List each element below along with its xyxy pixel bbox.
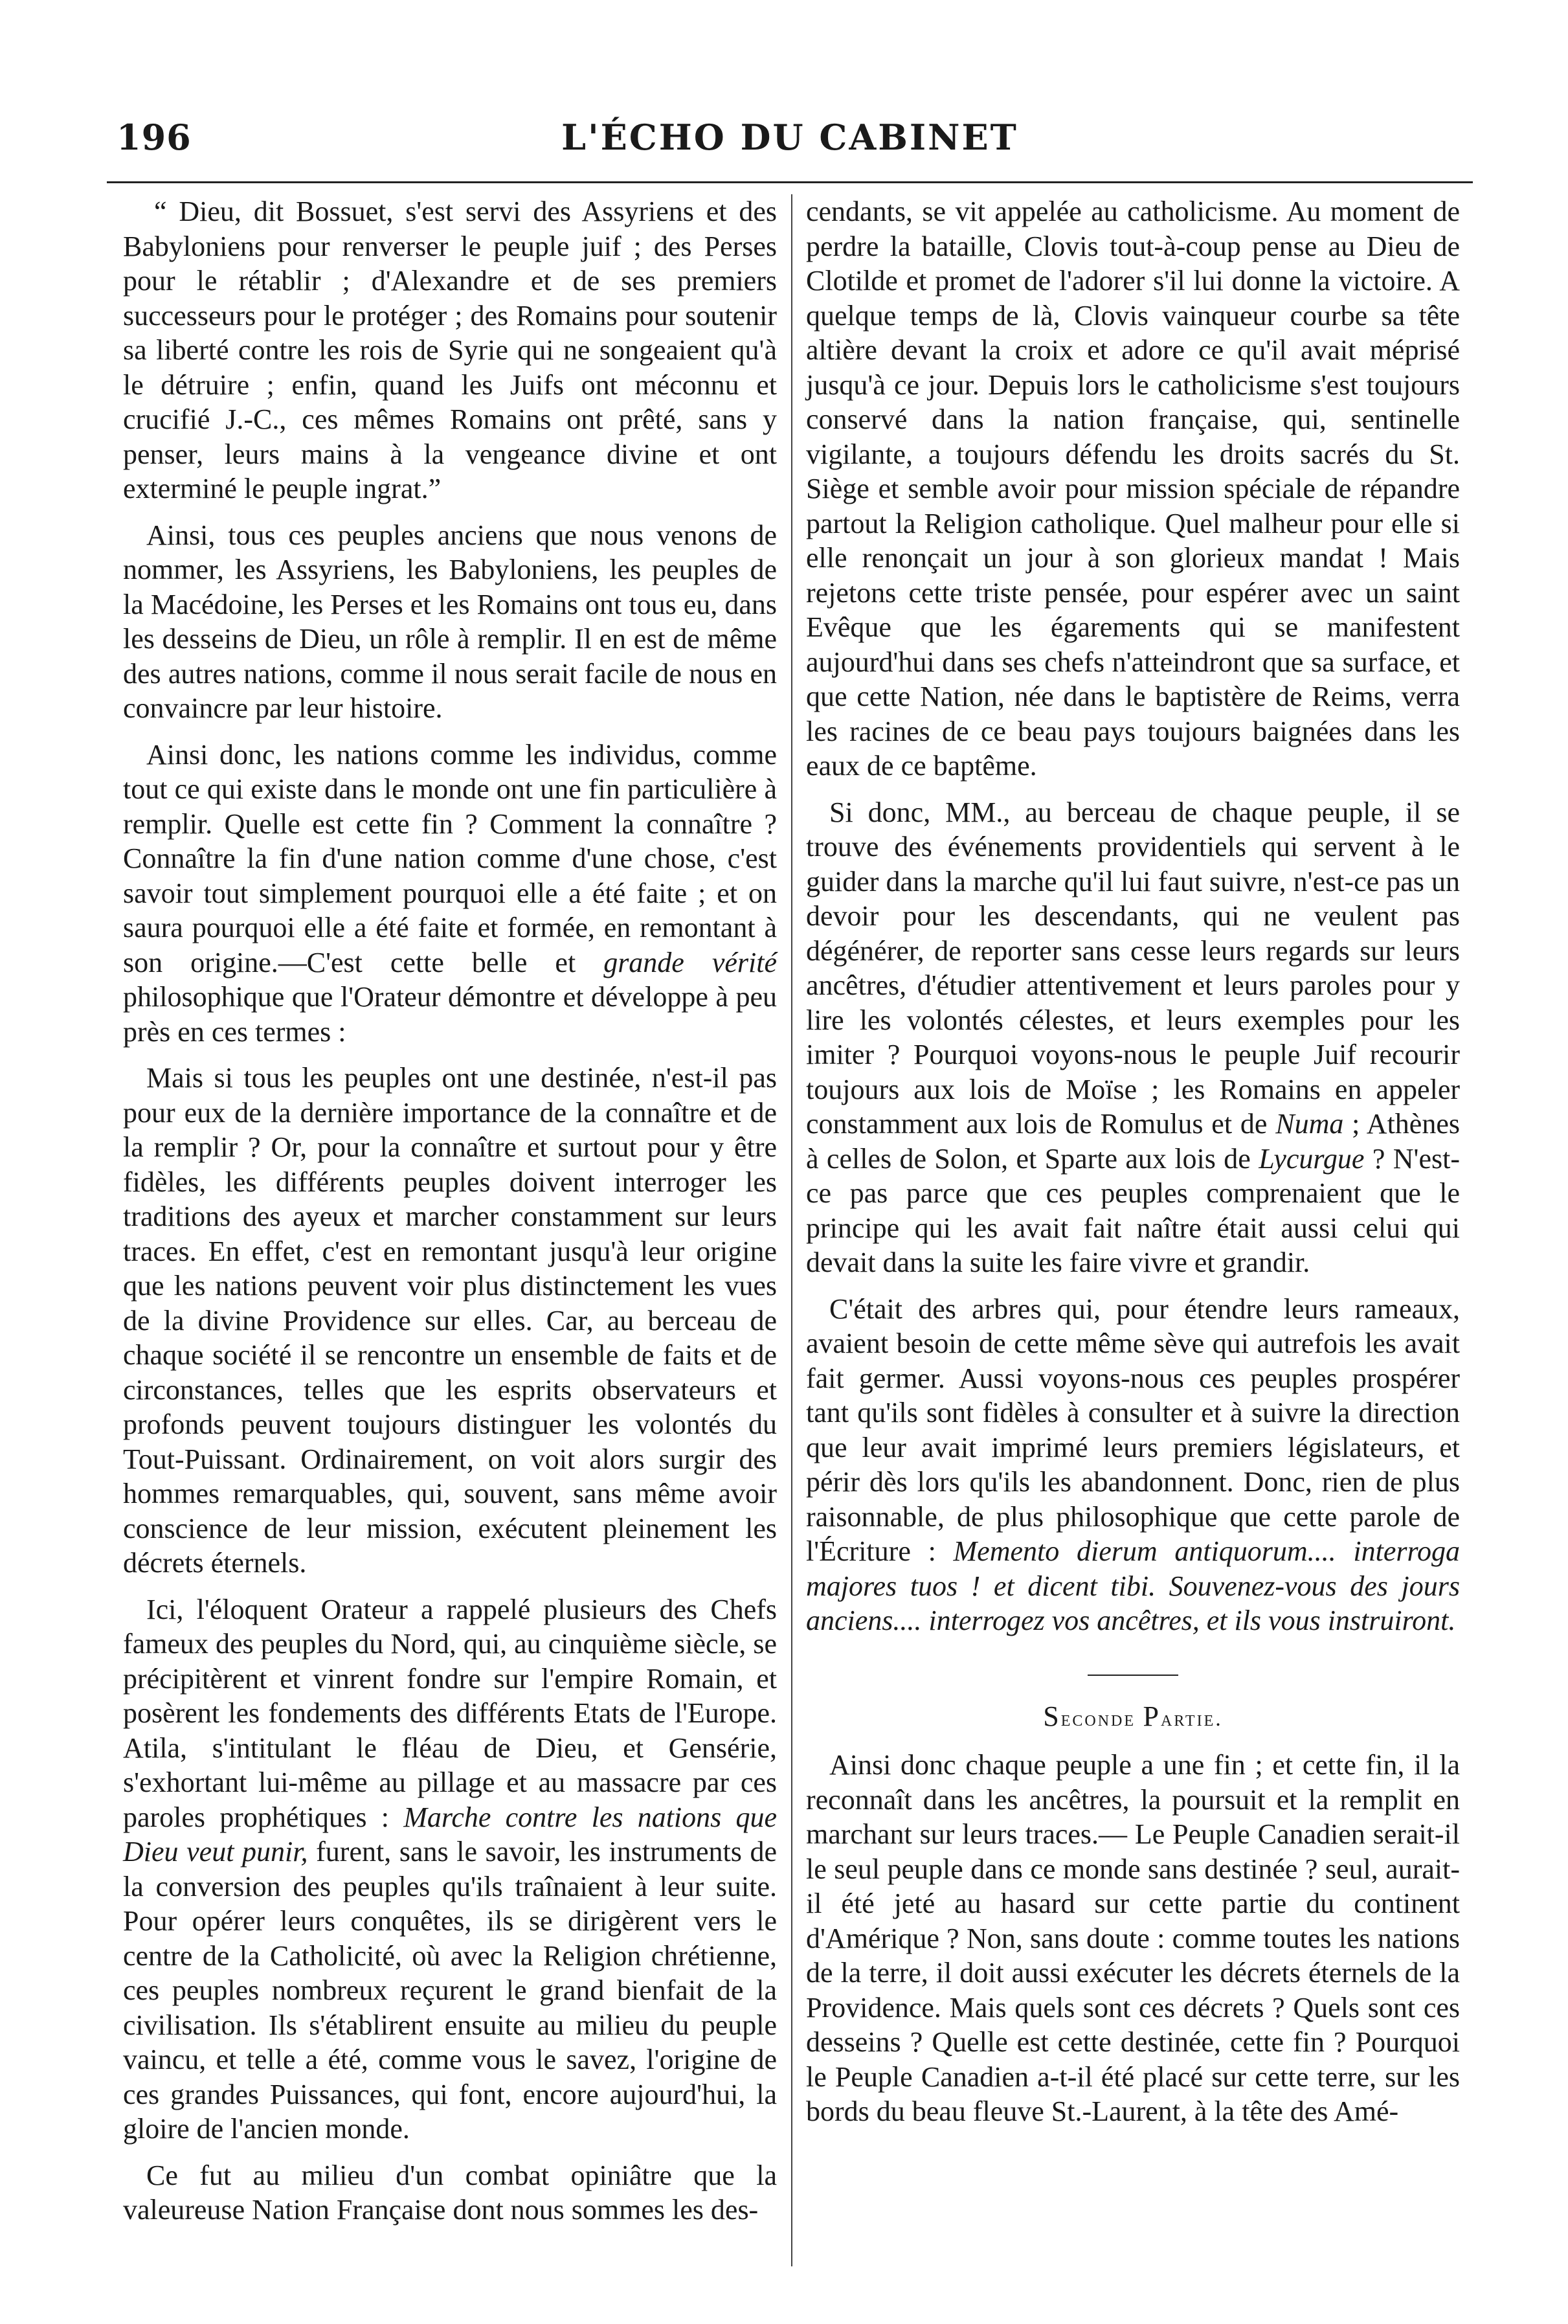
nations-end-paragraph <box>123 738 777 1050</box>
french-nation-paragraph: Ce fut au milieu d'un combat opiniâtre que la valeureuse Nation Française dont nous sommes les des- <box>123 2159 777 2226</box>
section-title <box>806 1699 1460 1737</box>
text-run: furent, sans le savoir, les instruments de la conversion des peuples qu'ils traînaient à leur suite. Pour opérer leurs conquêtes, ils se dirigèrent vers le centre de la Catholicité, où avec la Religion chrétienne, ces peuples nombreux reçurent le grand bienfait de la civilisation. Ils s'établirent ensuite au milieu du peuple vaincu, et telle a été, comme vous le savez, l'origine de ces grandes Puissances, qui font, encore aujourd'hui, la gloire de l'ancien monde. <box>123 1836 777 2145</box>
italic-run: Numa <box>1275 1108 1344 1140</box>
text-run: Ici, l'éloquent Orateur a rappelé plusieurs des Chefs fameux des peuples du Nord, qui, au cinquième siècle, se précipitèrent et vinrent fondre sur l'empire Romain, et posèrent les fondements des différents Etats de l'Europe. Atila, s'intitulant le fléau de Dieu, et Gensérie, s'exhortant lui-même au pillage et au massacre par ces paroles prophétiques : <box>123 1593 777 1833</box>
section-title-rest: econde <box>1060 1706 1143 1731</box>
text-run: ; Athènes à celles de Solon, et Sparte aux lois de <box>806 1108 1460 1175</box>
italic-run: Lycurgue <box>1259 1142 1365 1175</box>
text-run: C'était des arbres qui, pour étendre leurs rameaux, avaient besoin de cette même sève qui autrefois les avait fait germer. Aussi voyons-nous ces peuples prospérer tant qu'ils sont fidèles à consulter et à suivre la direction que leur avait imprimé leurs premiers législateurs, et périr dès lors qu'ils les abandonnent. Donc, rien de plus raisonnable, de plus philosophique que cette parole de l'Écriture : <box>806 1292 1460 1567</box>
section-title-cap: P <box>1143 1700 1161 1732</box>
section-title-rest: artie. <box>1161 1706 1223 1731</box>
destiny-paragraph: Mais si tous les peuples ont une destinée, n'est-il pas pour eux de la dernière importance de la connaître et de la remplir ? Or, pour la connaître et surtout pour y être fidèles, les différents peuples doivent interroger les traditions des ayeux et marcher constamment sur leurs traces. En effet, c'est en remontant jusqu'à leur origine que les nations peuvent voir plus distinctement les vues de la divine Providence sur elles. Car, au berceau de chaque société il se rencontre un ensemble de faits et de circonstances, telles que les esprits observateurs et profonds peuvent toujours distinguer les volontés du Tout-Puissant. Ordinairement, on voit alors surgir des hommes remarquables, qui, souvent, sans même avoir conscience de leur mission, exécutent pleinement les décrets éternels. <box>123 1062 777 1579</box>
section-title-cap: S <box>1043 1700 1061 1732</box>
header-rule <box>107 181 1473 183</box>
left-column <box>123 194 777 2239</box>
text-run: Ainsi donc, les nations comme les individus, comme tout ce qui existe dans le monde ont une fin particulière à remplir. Quelle est cette fin ? Comment la connaître ? Connaître la fin d'une nation comme d'une chose, c'est savoir tout simplement pourquoi elle a été faite ; et on saura pourquoi elle a été faite et formée, en remontant à son origine.—C'est cette belle et <box>123 738 777 978</box>
canadian-people-paragraph: Ainsi donc chaque peuple a une fin ; et cette fin, il la reconnaît dans les ancêtres, la poursuit et la remplit en marchant sur leurs traces.— Le Peuple Canadien serait-il le seul peuple dans ce monde sans destinée ? seul, aurait-il été jeté au hasard sur cette partie du continent d'Amérique ? Non, sans doute : comme toutes les nations de la terre, il doit aussi exécuter les décrets éternels de la Providence. Mais quels sont ces décrets ? Quels sont ces desseins ? Quelle est cette destinée, cette fin ? Pourquoi le Peuple Canadien a-t-il été placé sur cette terre, sur les bords du beau fleuve St.-Laurent, à la tête des Amé- <box>806 1749 1460 2127</box>
page-header <box>97 104 1483 168</box>
italic-run: Memento dierum antiquorum.... interroga majores tuos ! et dicent tibi. Souvenez-vous des jours anciens.... interrogez vos ancêtres, et ils vous instruiront. <box>806 1535 1460 1636</box>
ancestors-paragraph <box>806 795 1460 1280</box>
running-title: L'ÉCHO DU CABINET <box>561 117 1018 158</box>
italic-run: Marche contre les nations que Dieu veut punir, <box>123 1801 778 1867</box>
northern-chiefs-paragraph <box>123 1592 777 2147</box>
clovis-paragraph: cendants, se vit appelée au catholicisme. Au moment de perdre la bataille, Clovis tout-à-coup pense au Dieu de Clotilde et promet de l'adorer s'il lui donne la victoire. A quelque temps de là, Clovis vainqueur courbe sa tête altière devant la croix et adore ce qu'il avait méprisé jusqu'à ce jour. Depuis lors le catholicisme s'est toujours conservé dans la nation française, qui, sentinelle vigilante, a toujours défendu les droits sacrés du St. Siège et semble avoir pour mission spéciale de répandre partout la Religion catholique. Quel malheur pour elle si elle renonçait un jour à son glorieux mandat ! Mais rejetons cette triste pensée, pour espérer avec un saint Evêque que les égarements qui se manifestent aujourd'hui dans ses chefs n'atteindront que sa surface, et que cette Nation, née dans le baptistère de Reims, verra les racines de ce beau pays toujours baignées dans les eaux de ce baptême. <box>806 196 1460 782</box>
text-run: ? N'est-ce pas parce que ces peuples comprenaient que le principe qui les avait fait naître était aussi celui qui devait dans la suite les faire vivre et grandir. <box>806 1142 1460 1278</box>
trees-paragraph <box>806 1292 1460 1638</box>
column-divider <box>791 194 792 2266</box>
text-run: Si donc, MM., au berceau de chaque peuple, il se trouve des événements providentiels qui servent à le guider dans la marche qu'il lui faut suivre, n'est-ce pas un devoir pour les descendants, qui ne veulent pas dégénérer, de reporter sans cesse leurs regards sur leurs ancêtres, d'étudier attentivement et leurs paroles pour y lire les volontés célestes, et leurs exemples pour les imiter ? Pourquoi voyons-nous le peuple Juif recourir toujours aux lois de Moïse ; les Romains en appeler constamment aux lois de Romulus et de <box>806 796 1460 1140</box>
section-rule <box>1088 1675 1178 1676</box>
italic-run: grande vérité <box>603 946 777 978</box>
right-column <box>806 194 1460 2141</box>
ancient-peoples-paragraph: Ainsi, tous ces peuples anciens que nous venons de nommer, les Assyriens, les Babyloniens, les peuples de la Macédoine, les Perses et les Romains ont tous eu, dans les desseins de Dieu, un rôle à remplir. Il en est de même des autres nations, comme il nous serait facile de nous en convaincre par leur histoire. <box>123 519 777 724</box>
bossuet-quote-paragraph: “ Dieu, dit Bossuet, s'est servi des Assyriens et des Babyloniens pour renverser le peuple juif ; des Perses pour le rétablir ; d'Alexandre et de ses premiers successeurs pour le protéger ; des Romains pour soutenir sa liberté contre les rois de Syrie qui ne songeaient qu'à le détruire ; enfin, quand les Juifs ont méconnu et crucifié J.-C., ces mêmes Romains ont prêté, sans y penser, leurs mains à la vengeance divine et ont exterminé le peuple ingrat.” <box>123 196 777 504</box>
text-run: philosophique que l'Orateur démontre et développe à peu près en ces termes : <box>123 981 777 1048</box>
page-number: 196 <box>117 117 192 158</box>
